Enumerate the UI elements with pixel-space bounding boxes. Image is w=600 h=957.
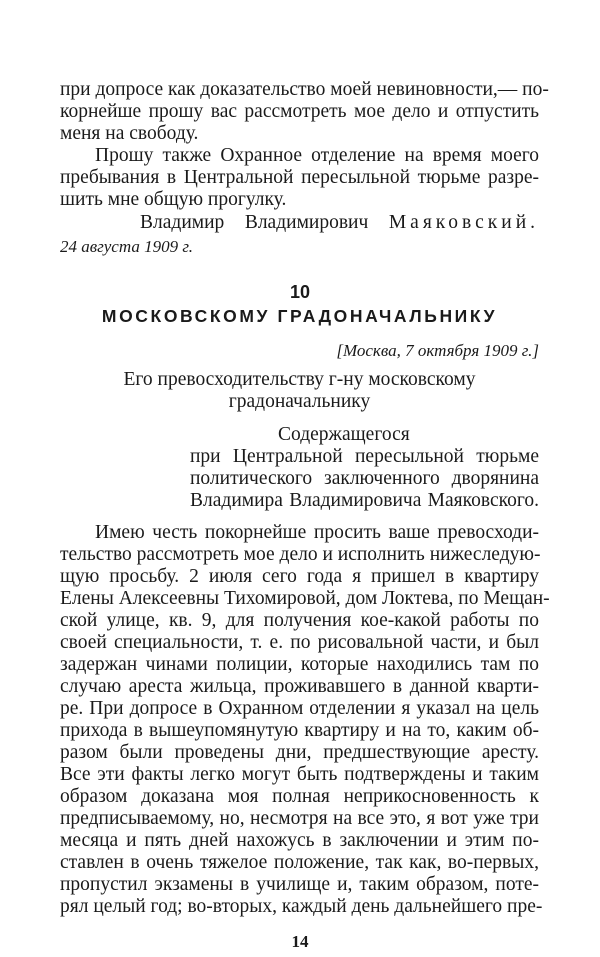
text-line: Все эти факты легко могут быть подтверждены и таким: [60, 764, 539, 785]
signatory-line: Содержащегося: [278, 424, 410, 445]
text-line: ской улице, кв. 9, для получения кое-какой работы по: [60, 610, 539, 631]
text-line: меня на свободу.: [60, 123, 199, 144]
letter-date: 24 августа 1909 г.: [60, 237, 193, 256]
signatory-line: Владимира Владимировича Маяковского.: [190, 490, 539, 511]
text-line: случаю ареста жильца, проживавшего в данной кварти-: [60, 676, 539, 697]
text-line: образом доказана моя полная неприкосновенность к: [60, 786, 539, 807]
text-line: корнейше прошу вас рассмотреть мое дело и отпустить: [60, 101, 539, 122]
text-line: рял целый год; во-вторых, каждый день дальнейшего пре-: [60, 896, 543, 917]
text-line: пребывания в Центральной пересыльной тюрьме разре-: [60, 167, 539, 188]
address-line: Его превосходительству г-ну московскому: [123, 369, 476, 390]
section-dateline: [Москва, 7 октября 1909 г.]: [336, 341, 539, 360]
page-number: 14: [291, 932, 309, 951]
signatory-line: при Центральной пересыльной тюрьме: [190, 446, 539, 467]
text-line: тельство рассмотреть мое дело и исполнить нижеследую-: [60, 544, 541, 565]
signature-name: Владимир Владимирович: [140, 212, 369, 233]
text-line: ставлен в очень тяжелое положение, так как, во-первых,: [60, 852, 539, 873]
signature-surname: Маяковский.: [388, 212, 540, 233]
signature: [140, 212, 539, 234]
text-line: прихода в вышеупомянутую квартиру и на то, каким об-: [60, 720, 539, 741]
text-line: задержан чинами полиции, которые находились там по: [60, 654, 539, 675]
signatory-line: политического заключенного дворянина: [190, 468, 539, 489]
text-line: Елены Алексеевны Тихомировой, дом Локтева, по Мещан-: [60, 588, 550, 609]
text-line: предписываемому, но, несмотря на все это, я вот уже три: [60, 808, 539, 829]
text-line: при допросе как доказательство моей невиновности,— по-: [60, 79, 549, 100]
text-line: щую просьбу. 2 июля сего года я пришел в квартиру: [60, 566, 539, 587]
text-line: месяца и пять дней нахожусь в заключении и этим по-: [60, 830, 539, 851]
text-line: ре. При допросе в Охранном отделении я указал на цель: [60, 698, 539, 719]
text-line: шить мне общую прогулку.: [60, 189, 287, 210]
section-title: МОСКОВСКОМУ ГРАДОНАЧАЛЬНИКУ: [101, 306, 498, 326]
text-line: Имею честь покорнейше просить ваше превосходи-: [95, 522, 539, 543]
text-line: своей специальности, т. е. по рисовальной части, и был: [60, 632, 539, 653]
section-number: 10: [289, 282, 311, 302]
text-line: пропустил экзамены в училище и, таким образом, поте-: [60, 874, 539, 895]
address-line: градоначальнику: [228, 391, 371, 412]
text-line: разом были проведены дни, предшествующие аресту.: [60, 742, 539, 763]
text-line: Прошу также Охранное отделение на время моего: [95, 145, 539, 166]
